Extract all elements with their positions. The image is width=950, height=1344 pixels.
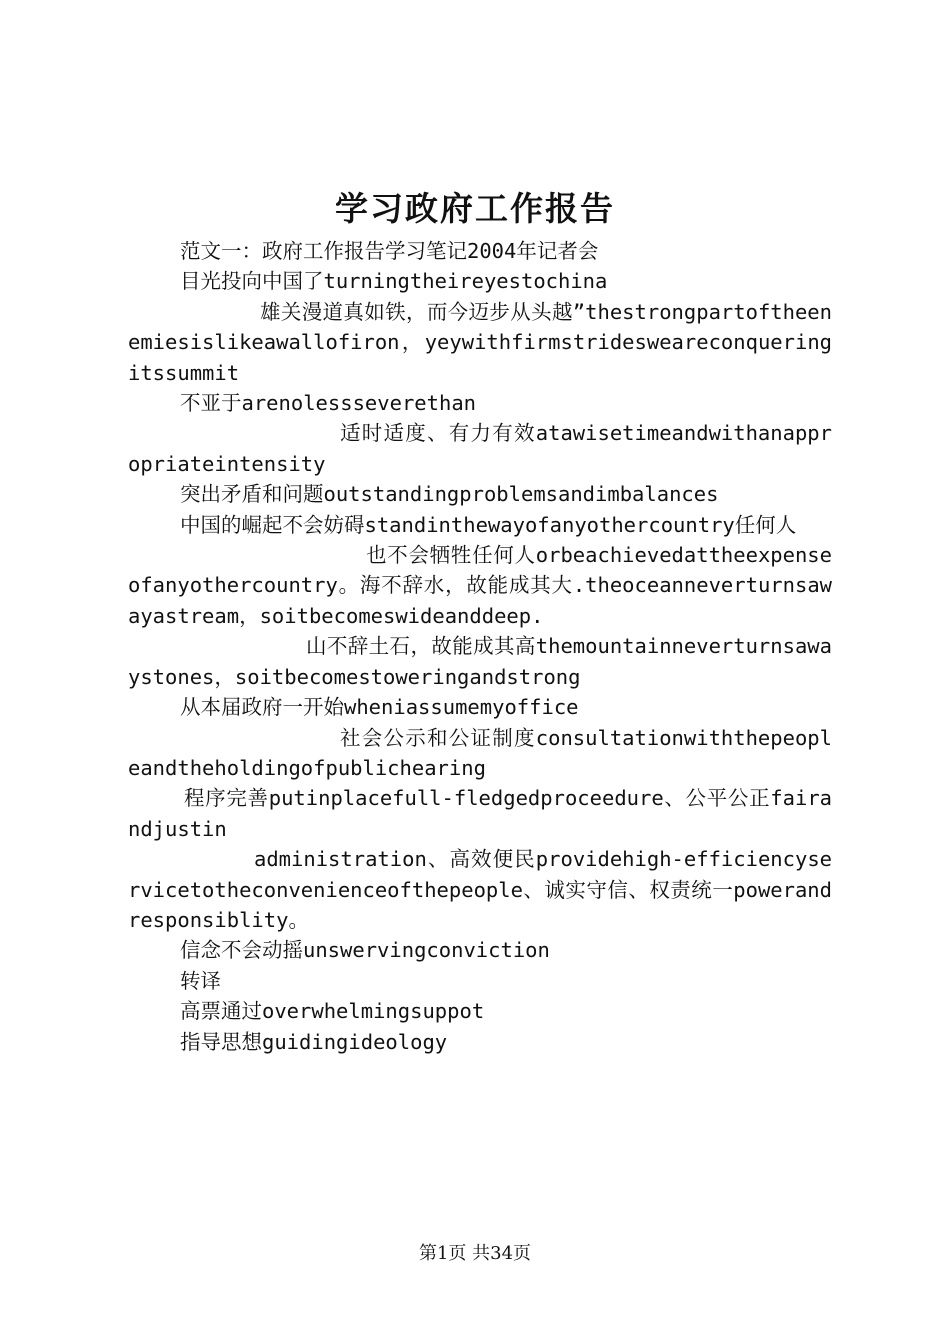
paragraph-3: 雄关漫道真如铁，而今迈步从头越”thestrongpartoftheenemiesislikeawallofiron，yeywithfirmstridesweareconqueringitssummit (128, 299, 832, 385)
paragraph-16: 高票通过overwhelmingsuppot (180, 999, 485, 1024)
paragraph-9: 山不辞土石，故能成其高themountainneverturnsawaystones，soitbecomestoweringandstrong (128, 634, 832, 689)
paragraph-7: 中国的崛起不会妨碍standinthewayofanyothercountry任何人 (180, 512, 797, 537)
paragraph-12: 程序完善putinplacefull-fledgedproceedure、公平公正fairandjustin (128, 786, 832, 841)
document-title: 学习政府工作报告 (335, 189, 615, 228)
paragraph-1: 范文一：政府工作报告学习笔记2004年记者会 (180, 239, 599, 263)
paragraph-14: 信念不会动摇unswervingconviction (180, 938, 550, 963)
paragraph-13: administration、高效便民providehigh-efficiencyservicetotheconvenienceofthepeople、诚实守信、权责统一powerandresponsiblity。 (128, 847, 832, 932)
paragraph-11: 社会公示和公证制度consultationwiththepeopleandtheholdingofpublichearing (128, 725, 832, 780)
paragraph-15: 转译 (180, 968, 221, 993)
document-body (128, 236, 832, 1057)
paragraph-5: 适时适度、有力有效atawisetimeandwithanappropriateintensity (128, 421, 832, 476)
paragraph-17: 指导思想guidingideology (180, 1029, 448, 1054)
paragraph-10: 从本届政府一开始wheniassumemyoffice (180, 695, 579, 720)
paragraph-2: 目光投向中国了turningtheireyestochina (180, 269, 608, 294)
paragraph-6: 突出矛盾和问题outstandingproblemsandimbalances (180, 482, 719, 507)
paragraph-4: 不亚于arenolessseverethan (180, 391, 476, 416)
paragraph-8: 也不会牺牲任何人orbeachievedattheexpenseofanyothercountry。海不辞水，故能成其大.theoceanneverturnsawayastream，soitbecomeswideanddeep. (128, 543, 832, 628)
page-number-footer: 第1页 共34页 (418, 1243, 532, 1264)
